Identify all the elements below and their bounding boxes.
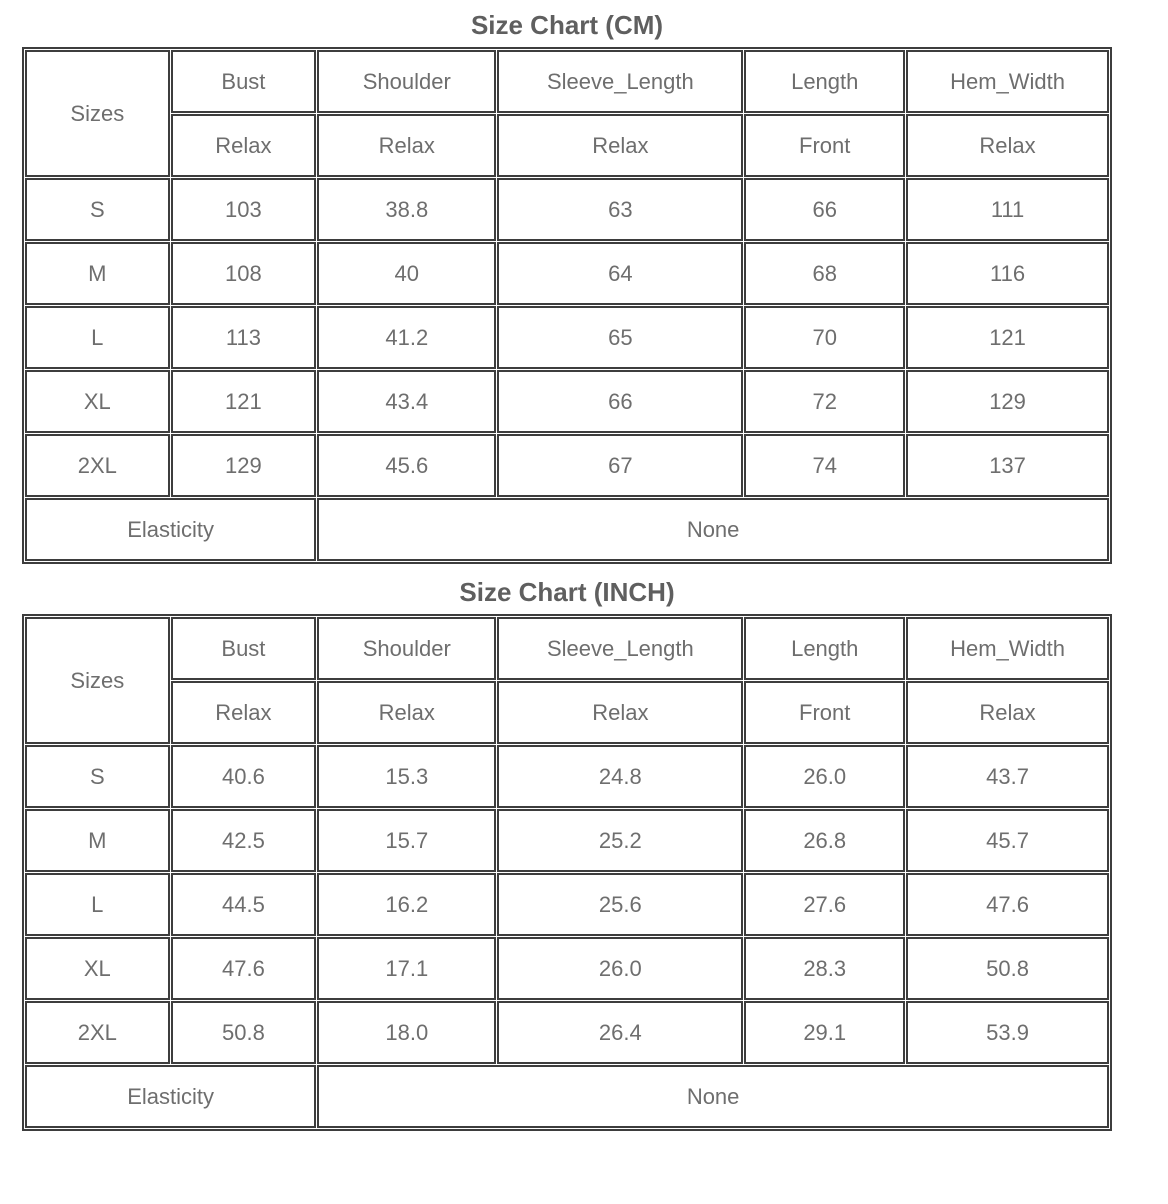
sizes-corner-header: Sizes	[25, 50, 170, 177]
measurement-value: 24.8	[497, 745, 743, 808]
measurement-value: 44.5	[171, 873, 317, 936]
elasticity-label: Elasticity	[25, 1065, 316, 1128]
fit-label: Relax	[497, 114, 743, 177]
size-label: M	[25, 809, 170, 872]
measurement-value: 25.2	[497, 809, 743, 872]
size-row-m	[25, 809, 1109, 872]
measurement-value: 27.6	[744, 873, 905, 936]
measurement-value: 29.1	[744, 1001, 905, 1064]
measurement-value: 74	[744, 434, 905, 497]
elasticity-value: None	[317, 1065, 1109, 1128]
size-row-m	[25, 242, 1109, 305]
column-header: Shoulder	[317, 50, 496, 113]
size-label: 2XL	[25, 1001, 170, 1064]
measurement-value: 113	[171, 306, 317, 369]
sizes-corner-header: Sizes	[25, 617, 170, 744]
elasticity-value: None	[317, 498, 1109, 561]
size-label: S	[25, 178, 170, 241]
measurement-value: 121	[171, 370, 317, 433]
measurement-value: 26.4	[497, 1001, 743, 1064]
size-chart-inch-table	[22, 614, 1112, 1131]
measurement-value: 70	[744, 306, 905, 369]
size-chart-inch-section	[22, 564, 1112, 1131]
column-header: Hem_Width	[906, 50, 1109, 113]
column-header: Length	[744, 617, 905, 680]
fit-label: Relax	[317, 114, 496, 177]
fit-label: Relax	[171, 114, 317, 177]
measurement-value: 26.0	[497, 937, 743, 1000]
measurement-value: 66	[497, 370, 743, 433]
measurement-value: 108	[171, 242, 317, 305]
column-header: Length	[744, 50, 905, 113]
measurement-value: 111	[906, 178, 1109, 241]
size-row-s	[25, 178, 1109, 241]
measurement-value: 18.0	[317, 1001, 496, 1064]
size-row-2xl	[25, 1001, 1109, 1064]
measurement-value: 40.6	[171, 745, 317, 808]
measurement-value: 129	[171, 434, 317, 497]
column-header: Sleeve_Length	[497, 617, 743, 680]
measurement-value: 50.8	[171, 1001, 317, 1064]
measurement-value: 47.6	[906, 873, 1109, 936]
measurement-value: 43.4	[317, 370, 496, 433]
size-label: L	[25, 873, 170, 936]
measurement-value: 26.8	[744, 809, 905, 872]
measurement-value: 129	[906, 370, 1109, 433]
measure-header-row	[25, 617, 1109, 680]
elasticity-row	[25, 498, 1109, 561]
size-chart-cm-section	[22, 0, 1112, 564]
measurement-value: 28.3	[744, 937, 905, 1000]
measurement-value: 137	[906, 434, 1109, 497]
measurement-value: 38.8	[317, 178, 496, 241]
size-row-xl	[25, 937, 1109, 1000]
size-row-2xl	[25, 434, 1109, 497]
measurement-value: 63	[497, 178, 743, 241]
measurement-value: 66	[744, 178, 905, 241]
measurement-value: 45.6	[317, 434, 496, 497]
measurement-value: 64	[497, 242, 743, 305]
measurement-value: 72	[744, 370, 905, 433]
measurement-value: 103	[171, 178, 317, 241]
measure-header-row	[25, 50, 1109, 113]
size-label: S	[25, 745, 170, 808]
fit-label: Relax	[906, 681, 1109, 744]
bottom-spacer	[0, 1131, 1168, 1145]
size-row-l	[25, 873, 1109, 936]
measurement-value: 15.3	[317, 745, 496, 808]
measurement-value: 47.6	[171, 937, 317, 1000]
size-label: 2XL	[25, 434, 170, 497]
measurement-value: 42.5	[171, 809, 317, 872]
size-label: M	[25, 242, 170, 305]
size-label: L	[25, 306, 170, 369]
measurement-value: 40	[317, 242, 496, 305]
size-row-l	[25, 306, 1109, 369]
fit-label-row	[25, 114, 1109, 177]
measurement-value: 17.1	[317, 937, 496, 1000]
size-label: XL	[25, 370, 170, 433]
measurement-value: 53.9	[906, 1001, 1109, 1064]
measurement-value: 45.7	[906, 809, 1109, 872]
size-chart-inch-title: Size Chart (INCH)	[459, 577, 675, 607]
elasticity-row	[25, 1065, 1109, 1128]
size-chart-cm-title: Size Chart (CM)	[470, 10, 664, 40]
fit-label: Front	[744, 114, 905, 177]
fit-label: Relax	[317, 681, 496, 744]
column-header: Bust	[171, 50, 317, 113]
elasticity-label: Elasticity	[25, 498, 316, 561]
measurement-value: 16.2	[317, 873, 496, 936]
column-header: Sleeve_Length	[497, 50, 743, 113]
size-chart-cm-table	[22, 47, 1112, 564]
size-row-s	[25, 745, 1109, 808]
fit-label: Relax	[497, 681, 743, 744]
measurement-value: 68	[744, 242, 905, 305]
size-row-xl	[25, 370, 1109, 433]
size-label: XL	[25, 937, 170, 1000]
fit-label: Front	[744, 681, 905, 744]
fit-label: Relax	[171, 681, 317, 744]
fit-label: Relax	[906, 114, 1109, 177]
measurement-value: 65	[497, 306, 743, 369]
measurement-value: 67	[497, 434, 743, 497]
fit-label-row	[25, 681, 1109, 744]
measurement-value: 116	[906, 242, 1109, 305]
measurement-value: 50.8	[906, 937, 1109, 1000]
column-header: Hem_Width	[906, 617, 1109, 680]
measurement-value: 25.6	[497, 873, 743, 936]
measurement-value: 26.0	[744, 745, 905, 808]
column-header: Bust	[171, 617, 317, 680]
column-header: Shoulder	[317, 617, 496, 680]
measurement-value: 121	[906, 306, 1109, 369]
measurement-value: 41.2	[317, 306, 496, 369]
measurement-value: 15.7	[317, 809, 496, 872]
measurement-value: 43.7	[906, 745, 1109, 808]
